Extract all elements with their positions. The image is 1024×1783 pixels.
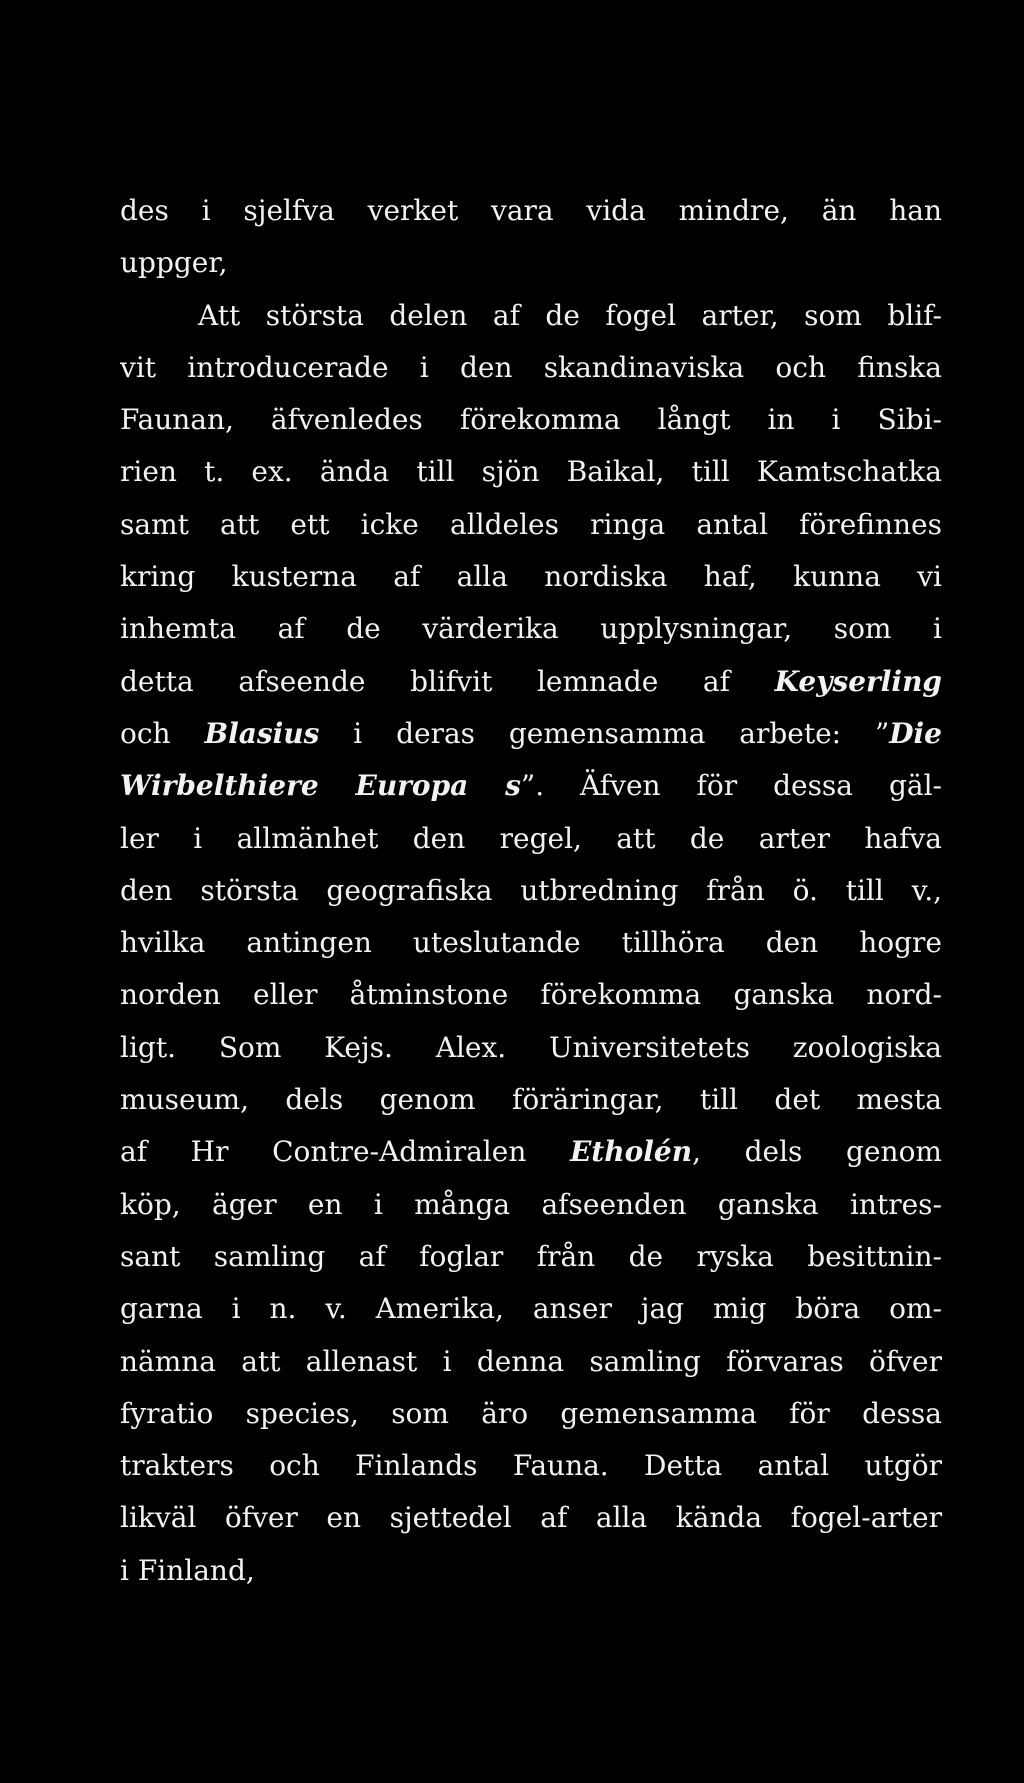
- text-line-11: och Blasius i deras gemensamma arbete: ”Die: [120, 716, 942, 750]
- text-line-22: garna i n. v. Amerika, anser jag mig böra om-: [120, 1292, 942, 1326]
- text-line-26: likväl öfver en sjettedel af alla kända fogel-arter: [120, 1501, 942, 1535]
- text-line-3: Att största delen af de fogel arter, som blif-: [198, 298, 942, 332]
- text-line-18: museum, dels genom föräringar, till det mesta: [120, 1083, 942, 1117]
- text-line-4: vit introducerade i den skandinaviska och finska: [120, 350, 942, 384]
- person-name-italic: Etholén: [569, 1135, 693, 1169]
- book-title-italic: Wirbelthiere Europa s: [120, 769, 521, 803]
- text-line-1: des i sjelfva verket vara vida mindre, än han: [120, 194, 942, 227]
- text-line-6: rien t. ex. ända till sjön Baikal, till Kamtschatka: [120, 455, 942, 489]
- text-line-9: inhemta af de värderika upplysningar, som i: [120, 612, 942, 646]
- text-line-8: kring kusterna af alla nordiska haf, kunna vi: [120, 560, 942, 594]
- text-line-16: norden eller åtminstone förekomma ganska nord-: [120, 978, 942, 1012]
- text-line-14: den största geografiska utbredning från ö. till v.,: [120, 873, 942, 907]
- text-line-12: Wirbelthiere Europa s”. Äfven för dessa gäl-: [120, 769, 942, 803]
- text-line-10: detta afseende blifvit lemnade af Keyserling: [120, 664, 942, 698]
- text-line-17: ligt. Som Kejs. Alex. Universitetets zoologiska: [120, 1030, 942, 1064]
- author-name-italic: Keyserling: [774, 664, 942, 698]
- text-line-2: uppger,: [120, 246, 228, 280]
- text-line-24: fyratio species, som äro gemensamma för dessa: [120, 1396, 942, 1430]
- book-title-italic: Die: [889, 716, 942, 750]
- text-line-27: i Finland,: [120, 1553, 255, 1587]
- author-name-italic: Blasius: [204, 716, 320, 750]
- text-line-19: af Hr Contre-Admiralen Etholén, dels genom: [120, 1135, 942, 1169]
- text-line-5: Faunan, äfvenledes förekomma långt in i Sibi-: [120, 403, 942, 437]
- text-line-23: nämna att allenast i denna samling förvaras öfver: [120, 1344, 942, 1378]
- text-line-20: köp, äger en i många afseenden ganska intres-: [120, 1187, 942, 1221]
- text-line-21: sant samling af foglar från de ryska besittnin-: [120, 1239, 942, 1273]
- body-text: [120, 185, 942, 1597]
- text-line-25: trakters och Finlands Fauna. Detta antal utgör: [120, 1449, 942, 1483]
- text-line-7: samt att ett icke alldeles ringa antal förefinnes: [120, 507, 942, 541]
- text-line-15: hvilka antingen uteslutande tillhöra den hogre: [120, 926, 942, 960]
- text-line-13: ler i allmänhet den regel, att de arter hafva: [120, 821, 942, 855]
